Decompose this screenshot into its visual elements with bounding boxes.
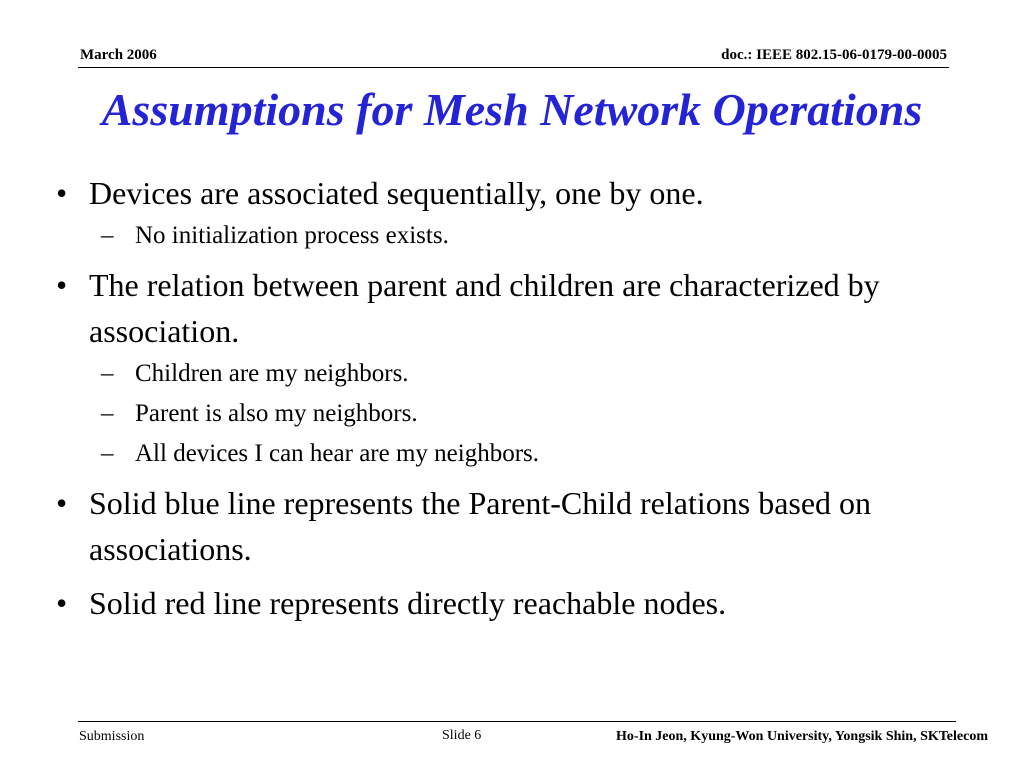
bullet-item bbox=[56, 262, 966, 354]
sub-bullet-item bbox=[56, 394, 966, 434]
sub-bullet-item bbox=[56, 434, 966, 474]
bullet-marker: • bbox=[56, 485, 68, 521]
header-doc-id: doc.: IEEE 802.15-06-0179-00-0005 bbox=[721, 47, 947, 63]
sub-bullet-text: Children are my neighbors. bbox=[135, 360, 409, 387]
bullet-item bbox=[56, 170, 966, 216]
bullet-text: Solid red line represents directly reachable nodes. bbox=[89, 585, 727, 621]
sub-bullet-item bbox=[56, 354, 966, 394]
bullet-list bbox=[56, 170, 966, 626]
header-divider bbox=[78, 67, 949, 68]
bullet-text: The relation between parent and children are characterized by association. bbox=[89, 267, 880, 349]
dash-marker: – bbox=[101, 440, 114, 467]
bullet-marker: • bbox=[56, 175, 68, 211]
sub-bullet-text: All devices I can hear are my neighbors. bbox=[135, 440, 540, 467]
bullet-item bbox=[56, 580, 966, 626]
slide-number: Slide 6 bbox=[442, 728, 482, 743]
bullet-marker: • bbox=[56, 267, 68, 303]
sub-bullet-item bbox=[56, 216, 966, 256]
header-date: March 2006 bbox=[80, 47, 157, 63]
sub-bullet-text: No initialization process exists. bbox=[135, 222, 449, 249]
footer-submission: Submission bbox=[79, 729, 145, 744]
footer-divider bbox=[78, 721, 956, 722]
bullet-item bbox=[56, 480, 966, 572]
dash-marker: – bbox=[101, 222, 114, 249]
dash-marker: – bbox=[101, 360, 114, 387]
footer-authors: Ho-In Jeon, Kyung-Won University, Yongsik Shin, SKTelecom bbox=[616, 729, 988, 744]
slide-title: Assumptions for Mesh Network Operations bbox=[101, 84, 923, 135]
dash-marker: – bbox=[101, 400, 114, 427]
sub-bullet-text: Parent is also my neighbors. bbox=[135, 400, 418, 427]
bullet-text: Solid blue line represents the Parent-Child relations based on associations. bbox=[89, 485, 872, 567]
bullet-marker: • bbox=[56, 585, 68, 621]
bullet-text: Devices are associated sequentially, one by one. bbox=[89, 175, 704, 211]
